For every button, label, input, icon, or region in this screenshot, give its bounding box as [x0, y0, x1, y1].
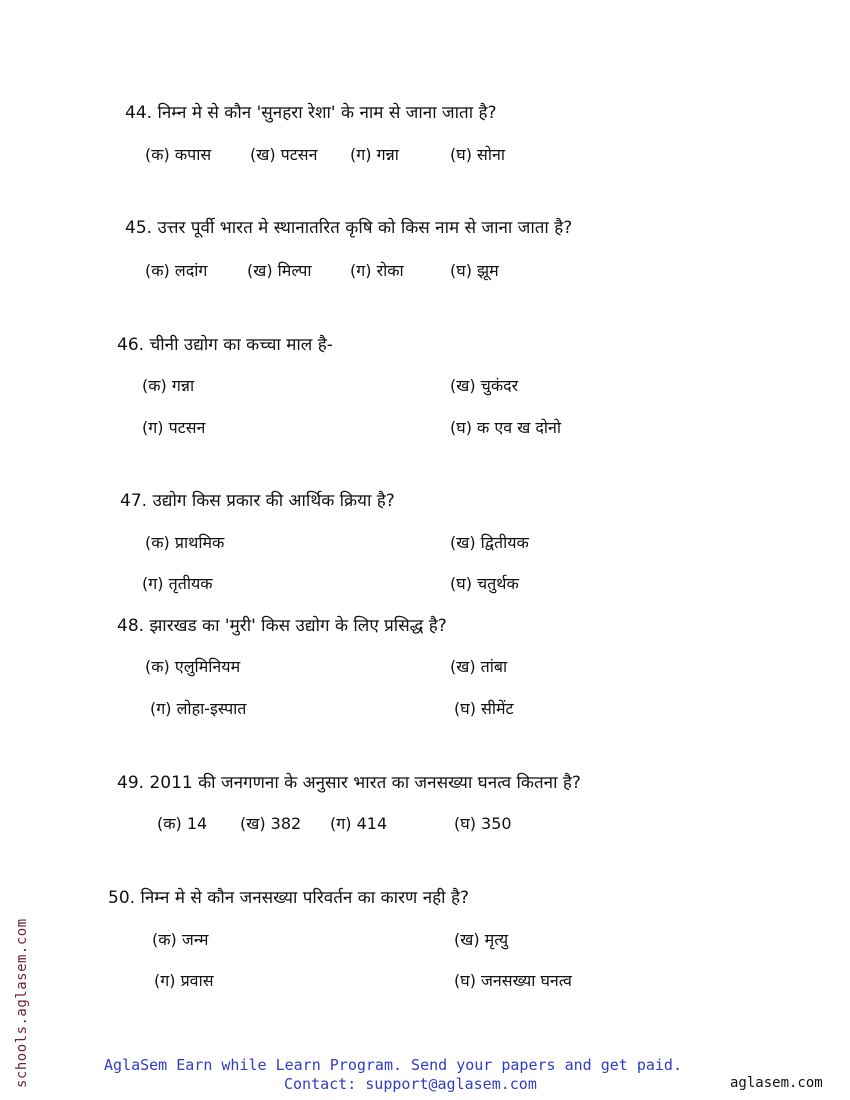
option-45-kha: (ख) मिल्पा [247, 261, 312, 280]
option-50-gha: (घ) जनसख्या घनत्व [454, 971, 572, 990]
footer-site-text: aglasem.com [730, 1075, 823, 1091]
option-44-ka: (क) कपास [145, 145, 212, 164]
option-47-ga: (ग) तृतीयक [142, 574, 213, 593]
option-45-ga: (ग) रोका [350, 261, 404, 280]
option-50-ka: (क) जन्म [152, 930, 209, 949]
option-50-ga: (ग) प्रवास [154, 971, 214, 990]
option-45-ka: (क) लदांग [145, 261, 208, 280]
option-47-ka: (क) प्राथमिक [145, 533, 225, 552]
option-46-ga: (ग) पटसन [142, 418, 206, 437]
option-44-kha: (ख) पटसन [250, 145, 318, 164]
question-49: 49. 2011 की जनगणना के अनुसार भारत का जनसख्या घनत्व कितना है? [117, 773, 581, 793]
option-48-ga: (ग) लोहा-इस्पात [150, 699, 247, 718]
option-47-kha: (ख) द्वितीयक [450, 533, 529, 552]
question-48: 48. झारखड का 'मुरी' किस उद्योग के लिए प्रसिद्ध है? [117, 616, 447, 636]
option-46-ka: (क) गन्ना [142, 376, 195, 395]
option-46-kha: (ख) चुकंदर [450, 376, 519, 395]
question-50: 50. निम्न मे से कौन जनसख्या परिवर्तन का कारण नही है? [108, 888, 470, 908]
footer-contact-text: Contact: support@aglasem.com [284, 1075, 537, 1093]
option-49-ka: (क) 14 [157, 814, 208, 833]
option-49-kha: (ख) 382 [240, 814, 302, 833]
option-48-ka: (क) एलुमिनियम [145, 657, 241, 676]
sidebar-watermark: schools.aglasem.com [14, 918, 30, 1088]
option-48-gha: (घ) सीमेंट [454, 699, 514, 718]
option-50-kha: (ख) मृत्यु [454, 930, 509, 949]
option-45-gha: (घ) झूम [450, 261, 499, 280]
question-44: 44. निम्न मे से कौन 'सुनहरा रेशा' के नाम से जाना जाता है? [125, 103, 497, 123]
option-44-ga: (ग) गन्ना [350, 145, 399, 164]
option-49-gha: (घ) 350 [454, 814, 512, 833]
question-47: 47. उद्योग किस प्रकार की आर्थिक क्रिया है? [120, 491, 395, 511]
footer-program-text: AglaSem Earn while Learn Program. Send your papers and get paid. [104, 1056, 682, 1074]
option-48-kha: (ख) तांबा [450, 657, 508, 676]
option-49-ga: (ग) 414 [330, 814, 388, 833]
question-46: 46. चीनी उद्योग का कच्चा माल है- [117, 335, 333, 355]
option-47-gha: (घ) चतुर्थक [450, 574, 519, 593]
option-46-gha: (घ) क एव ख दोनो [450, 418, 562, 437]
question-45: 45. उत्तर पूर्वी भारत मे स्थानातरित कृषि को किस नाम से जाना जाता है? [125, 218, 573, 238]
option-44-gha: (घ) सोना [450, 145, 506, 164]
